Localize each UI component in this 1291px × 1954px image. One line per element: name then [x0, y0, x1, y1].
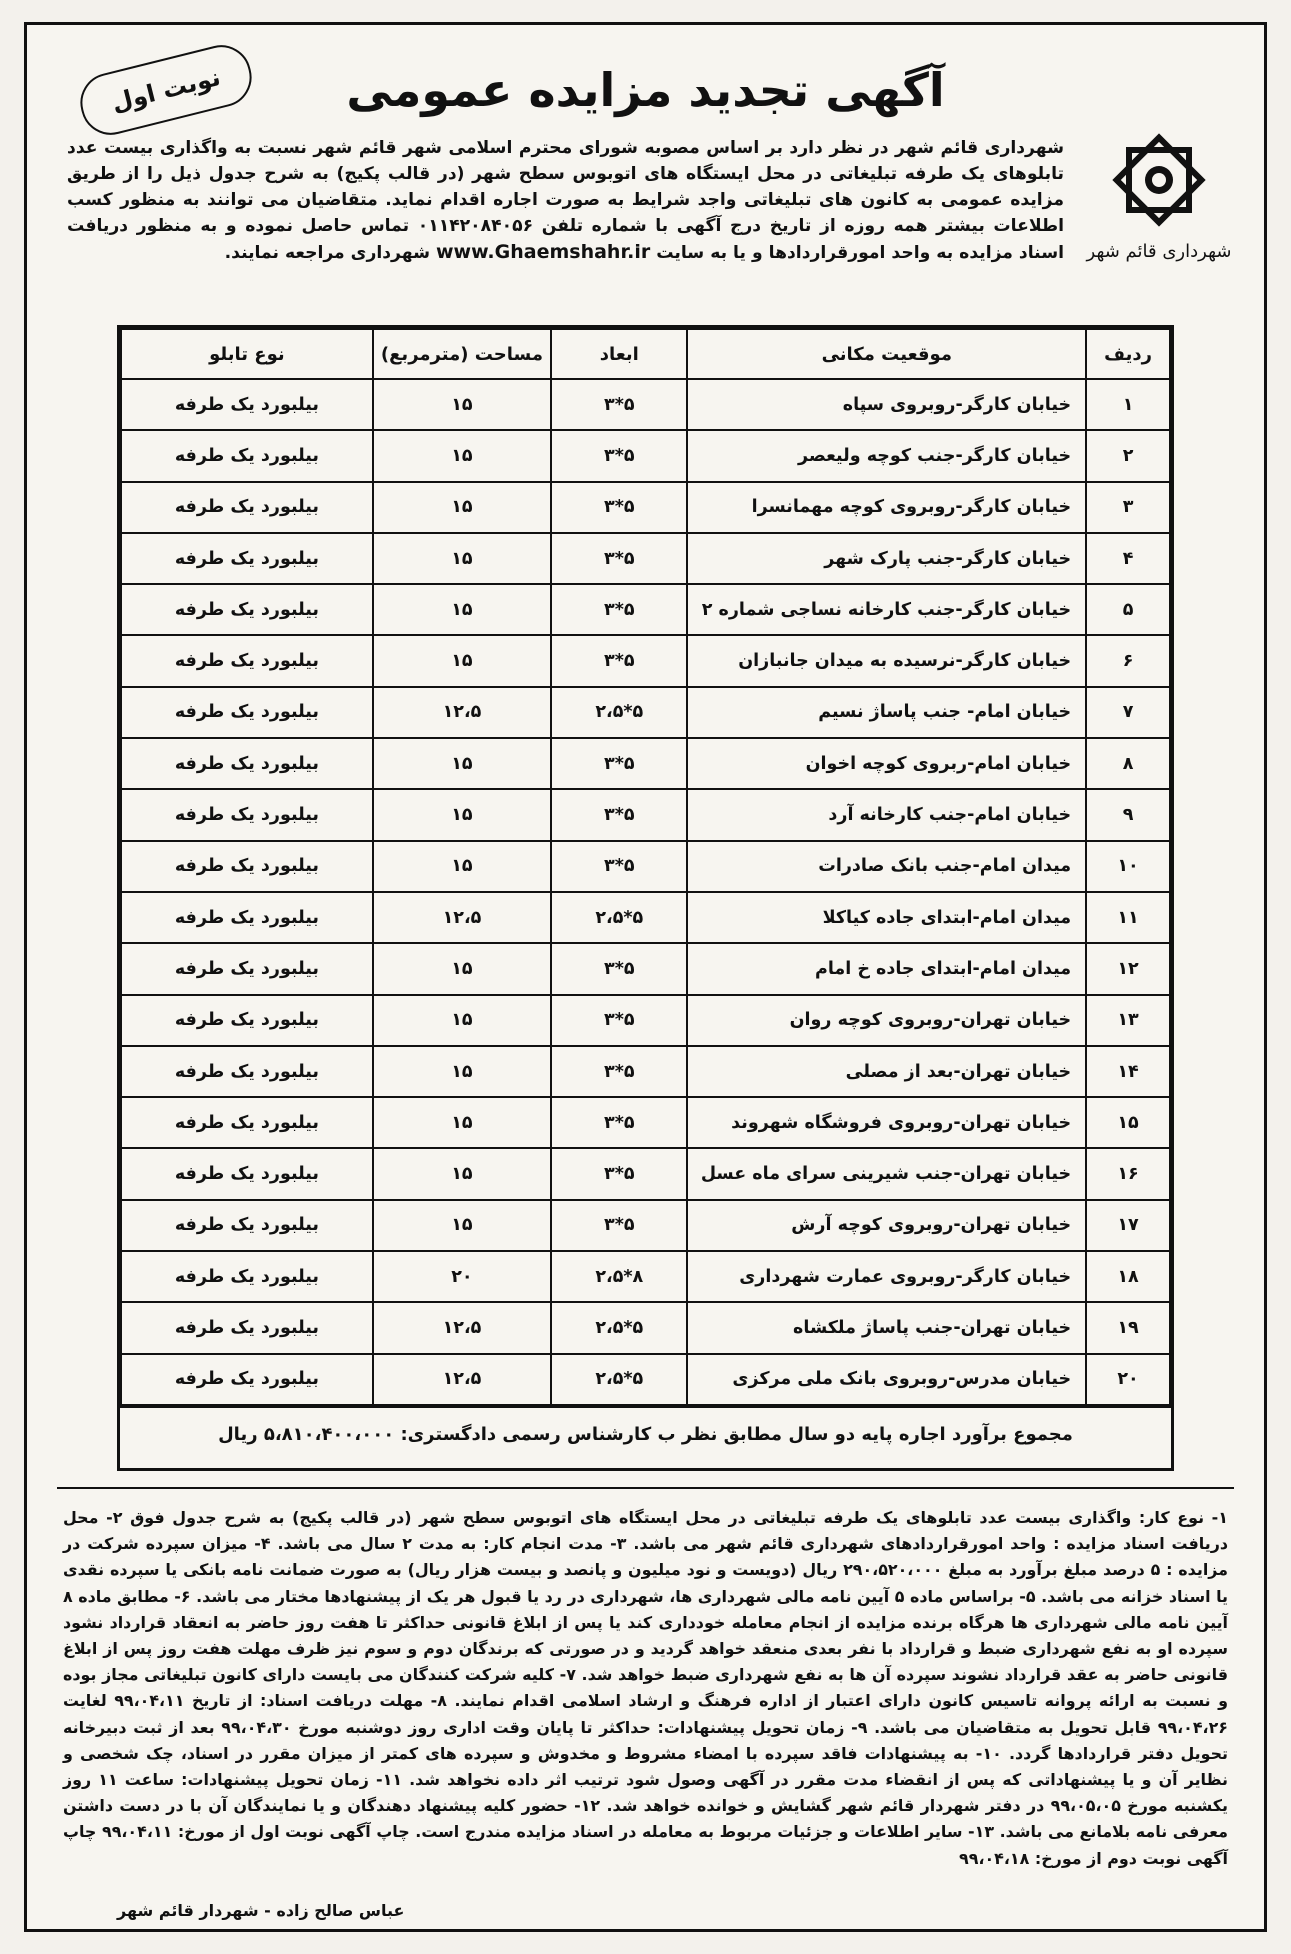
logo-text: شهرداری قائم شهر	[1086, 241, 1232, 262]
dimensions: ۸*۲،۵	[551, 1251, 687, 1302]
dimensions: ۵*۳	[551, 995, 687, 1046]
table-row	[121, 841, 1170, 892]
location: خیابان کارگر-روبروی عمارت شهرداری	[687, 1251, 1086, 1302]
row-number: ۱۲	[1086, 943, 1170, 994]
dimensions: ۵*۲،۵	[551, 1302, 687, 1353]
row-number: ۱۴	[1086, 1046, 1170, 1097]
area: ۱۲،۵	[373, 1302, 551, 1353]
dimensions: ۵*۳	[551, 943, 687, 994]
table-row	[121, 533, 1170, 584]
location: خیابان امام- جنب پاساژ نسیم	[687, 687, 1086, 738]
location: خیابان کارگر-نرسیده به میدان جانبازان	[687, 635, 1086, 686]
area: ۱۵	[373, 482, 551, 533]
row-number: ۱۹	[1086, 1302, 1170, 1353]
page-title: آگهی تجدید مزایده عمومی	[346, 63, 945, 117]
table-row	[121, 635, 1170, 686]
location: خیابان امام-جنب کارخانه آرد	[687, 789, 1086, 840]
board-type: بیلبورد یک طرفه	[121, 1354, 373, 1405]
table-row	[121, 687, 1170, 738]
advertisement-frame	[24, 22, 1267, 1932]
row-number: ۱۸	[1086, 1251, 1170, 1302]
location: میدان امام-ابتدای جاده کیاکلا	[687, 892, 1086, 943]
dimensions: ۵*۳	[551, 789, 687, 840]
board-type: بیلبورد یک طرفه	[121, 892, 373, 943]
board-type: بیلبورد یک طرفه	[121, 1200, 373, 1251]
dimensions: ۵*۳	[551, 584, 687, 635]
row-number: ۳	[1086, 482, 1170, 533]
dimensions: ۵*۳	[551, 635, 687, 686]
area: ۱۲،۵	[373, 687, 551, 738]
dimensions: ۵*۲،۵	[551, 892, 687, 943]
area: ۱۵	[373, 533, 551, 584]
header-board-type: نوع تابلو	[121, 329, 373, 379]
table-header-row	[121, 329, 1170, 379]
board-type: بیلبورد یک طرفه	[121, 943, 373, 994]
header-dimensions: ابعاد	[551, 329, 687, 379]
row-number: ۲۰	[1086, 1354, 1170, 1405]
website-link[interactable]: www.Ghaemshahr.ir	[435, 241, 651, 263]
header-row-number: ردیف	[1086, 329, 1170, 379]
table-row	[121, 892, 1170, 943]
header	[27, 25, 1264, 315]
table-row	[121, 1097, 1170, 1148]
area: ۱۵	[373, 635, 551, 686]
area: ۱۵	[373, 1200, 551, 1251]
row-number: ۸	[1086, 738, 1170, 789]
board-type: بیلبورد یک طرفه	[121, 584, 373, 635]
table-row	[121, 1302, 1170, 1353]
table-row	[121, 738, 1170, 789]
row-number: ۱۶	[1086, 1148, 1170, 1199]
dimensions: ۵*۳	[551, 482, 687, 533]
board-type: بیلبورد یک طرفه	[121, 1148, 373, 1199]
table-row	[121, 482, 1170, 533]
dimensions: ۵*۲،۵	[551, 1354, 687, 1405]
location: خیابان مدرس-روبروی بانک ملی مرکزی	[687, 1354, 1086, 1405]
table-row	[121, 995, 1170, 1046]
table-row	[121, 1046, 1170, 1097]
area: ۱۵	[373, 430, 551, 481]
board-type: بیلبورد یک طرفه	[121, 379, 373, 430]
table-row	[121, 584, 1170, 635]
location: خیابان کارگر-جنب پارک شهر	[687, 533, 1086, 584]
divider	[57, 1487, 1234, 1489]
table-row	[121, 789, 1170, 840]
table-row	[121, 379, 1170, 430]
row-number: ۹	[1086, 789, 1170, 840]
location: خیابان کارگر-جنب کارخانه نساجی شماره ۲	[687, 584, 1086, 635]
table-row	[121, 943, 1170, 994]
row-number: ۱۱	[1086, 892, 1170, 943]
location: میدان امام-جنب بانک صادرات	[687, 841, 1086, 892]
round-badge: نوبت اول	[74, 39, 258, 141]
area: ۱۵	[373, 995, 551, 1046]
board-type: بیلبورد یک طرفه	[121, 430, 373, 481]
table-row	[121, 430, 1170, 481]
board-type: بیلبورد یک طرفه	[121, 635, 373, 686]
area: ۱۵	[373, 584, 551, 635]
municipality-logo	[1084, 125, 1234, 275]
area: ۱۵	[373, 943, 551, 994]
area: ۱۵	[373, 789, 551, 840]
board-type: بیلبورد یک طرفه	[121, 1046, 373, 1097]
area: ۱۵	[373, 1097, 551, 1148]
table-row	[121, 1354, 1170, 1405]
row-number: ۱	[1086, 379, 1170, 430]
board-type: بیلبورد یک طرفه	[121, 1251, 373, 1302]
board-type: بیلبورد یک طرفه	[121, 995, 373, 1046]
dimensions: ۵*۳	[551, 1097, 687, 1148]
dimensions: ۵*۳	[551, 738, 687, 789]
row-number: ۷	[1086, 687, 1170, 738]
row-number: ۶	[1086, 635, 1170, 686]
dimensions: ۵*۳	[551, 1200, 687, 1251]
row-number: ۱۷	[1086, 1200, 1170, 1251]
area: ۱۵	[373, 1148, 551, 1199]
location: خیابان تهران-بعد از مصلی	[687, 1046, 1086, 1097]
location: خیابان تهران-جنب پاساژ ملکشاه	[687, 1302, 1086, 1353]
row-number: ۲	[1086, 430, 1170, 481]
table-row	[121, 1148, 1170, 1199]
location: خیابان تهران-جنب شیرینی سرای ماه عسل	[687, 1148, 1086, 1199]
intro-text-1: شهرداری قائم شهر در نظر دارد بر اساس مصوبه شورای محترم اسلامی شهر قائم شهر نسبت به واگذاری بیست عدد تابلوهای یک طرفه تبلیغاتی در محل ایستگاه های اتوبوس سطح شهر (در قالب پکیج) به شرح جدول ذیل را از طریق مزایده عمومی به کانون های تبلیغاتی واجد شرایط به صورت اجاره اقدام نماید. متقاضیان می توانند به منظور کسب اطلاعات بیشتر همه روزه از تاریخ درج آگهی با شماره تلفن ۰۱۱۴۲۰۸۴۰۵۶ تماس حاصل نموده و به منظور دریافت اسناد مزایده به واحد امورقراردادها و یا به سایت	[67, 138, 1064, 263]
dimensions: ۵*۳	[551, 1148, 687, 1199]
location: خیابان امام-ربروی کوچه اخوان	[687, 738, 1086, 789]
signature: عباس صالح زاده - شهردار قائم شهر	[117, 1901, 405, 1920]
header-area: مساحت (مترمربع)	[373, 329, 551, 379]
intro-text-2: شهرداری مراجعه نمایند.	[224, 243, 430, 263]
board-type: بیلبورد یک طرفه	[121, 687, 373, 738]
area: ۱۲،۵	[373, 892, 551, 943]
row-number: ۵	[1086, 584, 1170, 635]
table-row	[121, 1251, 1170, 1302]
dimensions: ۵*۳	[551, 841, 687, 892]
area: ۲۰	[373, 1251, 551, 1302]
total-estimate: مجموع برآورد اجاره پایه دو سال مطابق نظر ب کارشناس رسمی دادگستری: ۵،۸۱۰،۴۰۰،۰۰۰ ریال	[120, 1406, 1171, 1462]
area: ۱۵	[373, 738, 551, 789]
area: ۱۵	[373, 841, 551, 892]
location: خیابان کارگر-جنب کوچه ولیعصر	[687, 430, 1086, 481]
location: خیابان تهران-روبروی فروشگاه شهروند	[687, 1097, 1086, 1148]
dimensions: ۵*۳	[551, 430, 687, 481]
dimensions: ۵*۳	[551, 379, 687, 430]
board-type: بیلبورد یک طرفه	[121, 1097, 373, 1148]
board-type: بیلبورد یک طرفه	[121, 738, 373, 789]
board-type: بیلبورد یک طرفه	[121, 482, 373, 533]
dimensions: ۵*۲،۵	[551, 687, 687, 738]
board-type: بیلبورد یک طرفه	[121, 1302, 373, 1353]
billboard-table	[117, 325, 1174, 1471]
area: ۱۵	[373, 1046, 551, 1097]
row-number: ۱۰	[1086, 841, 1170, 892]
location: خیابان تهران-روبروی کوچه آرش	[687, 1200, 1086, 1251]
location: خیابان کارگر-روبروی کوچه مهمانسرا	[687, 482, 1086, 533]
dimensions: ۵*۳	[551, 533, 687, 584]
location: میدان امام-ابتدای جاده خ امام	[687, 943, 1086, 994]
area: ۱۵	[373, 379, 551, 430]
board-type: بیلبورد یک طرفه	[121, 841, 373, 892]
terms-paragraph: ۱- نوع کار: واگذاری بیست عدد تابلوهای یک طرفه تبلیغاتی در محل ایستگاه های اتوبوس سطح شهر (در قالب پکیج) به شرح جدول فوق ۲- محل دریافت اسناد مزایده : واحد امورقراردادهای شهرداری قائم شهر می باشد. ۳- مدت انجام کار: به مدت ۲ سال می باشد. ۴- میزان سپرده شرکت در مزایده : ۵ درصد مبلغ برآورد به مبلغ ۲۹۰،۵۲۰،۰۰۰ ریال (دویست و نود میلیون و پانصد و بیست هزار ریال) به صورت ضمانت نامه بانکی یا سپرده نقدی یا اسناد خزانه می باشد. ۵- براساس ماده ۵ آیین نامه مالی شهرداری ها، شهرداری در رد یا قبول هر یک از پیشنهادها مختار می باشد. ۶- مطابق ماده ۸ آیین نامه مالی شهرداری ها هرگاه برنده مزایده از انجام معامله خودداری کند یا پس از ابلاغ قانونی حداکثر تا هفت روز حاضر به انعقاد قرارداد نشود سپرده او به نفع شهرداری ضبط و قرارداد با نفر بعدی منعقد خواهد گردید و در صورتی که برندگان دوم و سوم نیز ظرف مهلت هفت روز پس از ابلاغ قانونی حاضر به عقد قرارداد نشوند سپرده آن ها به نفع شهرداری ضبط خواهد شد. ۷- کلیه شرکت کنندگان می بایست دارای کانون تبلیغاتی مجاز بوده و نسبت به ارائه پروانه تاسیس کانون دارای اعتبار از اداره فرهنگ و ارشاد اسلامی اقدام نمایند. ۸- مهلت دریافت اسناد: از تاریخ ۹۹،۰۴،۱۱ لغایت ۹۹،۰۴،۲۶ قابل تحویل به متقاضیان می باشد. ۹- زمان تحویل پیشنهادات: حداکثر تا پایان وقت اداری روز دوشنبه مورخ ۹۹،۰۴،۳۰ بعد از ثبت دبیرخانه تحویل دفتر قراردادها گردد. ۱۰- به پیشنهادات فاقد سپرده با امضاء مشروط و مخدوش و سپرده های کمتر از میزان مقرر در اسناد، چک شخصی و نظایر آن و یا پیشنهاداتی که پس از انقضاء مدت مقرر در آگهی وصول شود ترتیب اثر داده نخواهد شد. ۱۱- زمان تحویل پیشنهادات: ساعت ۱۱ روز یکشنبه مورخ ۹۹،۰۵،۰۵ در دفتر شهردار قائم شهر گشایش و خوانده خواهد شد. ۱۲- حضور کلیه پیشنهاد دهندگان و یا نمایندگان آن با در دست داشتن معرفی نامه بلامانع می باشد. ۱۳- سایر اطلاعات و جزئیات مربوط به معامله در اسناد مزایده مندرج است. چاپ آگهی نوبت اول از مورخ: ۹۹،۰۴،۱۱ چاپ آگهی نوبت دوم از مورخ: ۹۹،۰۴،۱۸	[63, 1508, 1229, 1868]
row-number: ۱۵	[1086, 1097, 1170, 1148]
table-row	[121, 1200, 1170, 1251]
header-location: موقعیت مکانی	[687, 329, 1086, 379]
location: خیابان تهران-روبروی کوچه روان	[687, 995, 1086, 1046]
area: ۱۲،۵	[373, 1354, 551, 1405]
intro-paragraph	[67, 135, 1064, 266]
location: خیابان کارگر-روبروی سپاه	[687, 379, 1086, 430]
row-number: ۱۳	[1086, 995, 1170, 1046]
municipality-emblem-icon	[1104, 125, 1214, 235]
dimensions: ۵*۳	[551, 1046, 687, 1097]
board-type: بیلبورد یک طرفه	[121, 789, 373, 840]
row-number: ۴	[1086, 533, 1170, 584]
board-type: بیلبورد یک طرفه	[121, 533, 373, 584]
